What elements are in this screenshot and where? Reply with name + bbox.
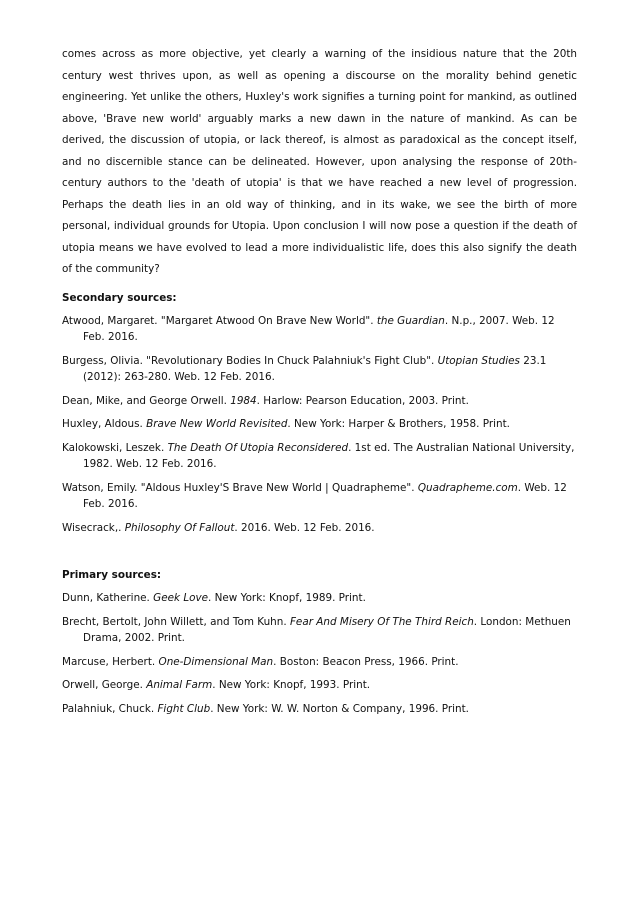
- reference-text: . Web. 12 Feb. 2016.: [83, 481, 567, 511]
- reference-text: . 2016. Web. 12 Feb. 2016.: [234, 521, 375, 534]
- reference-text: Burgess, Olivia. "Revolutionary Bodies In Chuck Palahniuk's Fight Club".: [62, 354, 438, 367]
- reference-text: Dean, Mike, and George Orwell.: [62, 394, 231, 407]
- reference-title: The Death Of Utopia Reconsidered: [167, 441, 349, 454]
- reference-text: Huxley, Aldous.: [62, 418, 147, 431]
- reference-text: . Harlow: Pearson Education, 2003. Print.: [256, 394, 469, 407]
- body-paragraph: comes across as more objective, yet clearly a warning of the insidious nature that the 20th century west thrives upon, as well as opening a discourse on the morality behind genetic engineering. Yet unlike the others, Huxley's work signifies a turning point for mankind, as outlined above, 'Brave new world' arguably marks a new dawn in the nature of mankind. As can be derived, the discussion of utopia, or lack thereof, is almost as paradoxical as the concept itself, and no discernible stance can be delineated. However, upon analysing the response of 20th-century authors to the 'death of utopia' is that we have reached a new level of progression. Perhaps the death lies in an old way of thinking, and in its wake, we see the birth of more personal, individual grounds for Utopia. Upon conclusion I will now pose a question if the death of utopia means we have evolved to lead a more individualistic life, does this also signify the death of the community?: [62, 48, 577, 275]
- reference-text: . Boston: Beacon Press, 1966. Print.: [273, 655, 459, 668]
- reference-text: . New York: Knopf, 1993. Print.: [212, 679, 371, 692]
- reference-entry: [62, 416, 577, 433]
- reference-entry: [62, 654, 577, 671]
- reference-entry: [62, 353, 577, 386]
- reference-title: Geek Love: [153, 592, 209, 605]
- reference-text: . New York: Harper & Brothers, 1958. Print.: [287, 418, 510, 431]
- reference-title: Brave New World Revisited: [146, 418, 288, 431]
- reference-title: One-Dimensional Man: [158, 655, 274, 668]
- reference-entry: [62, 393, 577, 410]
- reference-title: Utopian Studies: [437, 354, 520, 367]
- reference-text: Kalokowski, Leszek.: [62, 441, 168, 454]
- reference-entry: [62, 440, 577, 473]
- secondary-sources-heading: Secondary sources:: [62, 291, 177, 304]
- reference-text: Atwood, Margaret. "Margaret Atwood On Brave New World".: [62, 314, 377, 327]
- reference-text: Brecht, Bertolt, John Willett, and Tom Kuhn.: [62, 615, 290, 628]
- reference-entry: [62, 677, 577, 694]
- reference-entry: [62, 590, 577, 607]
- reference-title: Fight Club: [157, 702, 211, 715]
- reference-entry: [62, 480, 577, 513]
- reference-title: Quadrapheme.com: [417, 481, 518, 494]
- reference-text: Marcuse, Herbert.: [62, 655, 159, 668]
- reference-text: Palahniuk, Chuck.: [62, 702, 158, 715]
- reference-text: Watson, Emily. "Aldous Huxley'S Brave New World | Quadrapheme".: [62, 481, 418, 494]
- reference-text: Wisecrack,.: [62, 521, 125, 534]
- reference-title: the Guardian: [376, 314, 445, 327]
- reference-text: . New York: Knopf, 1989. Print.: [208, 592, 366, 605]
- reference-text: Orwell, George.: [62, 679, 147, 692]
- reference-entry: [62, 520, 577, 537]
- reference-title: 1984: [230, 394, 257, 407]
- reference-title: Philosophy Of Fallout: [124, 521, 235, 534]
- reference-title: Fear And Misery Of The Third Reich: [289, 615, 474, 628]
- reference-text: 23.1 (2012): 263-280. Web. 12 Feb. 2016.: [83, 354, 547, 384]
- reference-text: . New York: W. W. Norton & Company, 1996. Print.: [210, 702, 469, 715]
- primary-sources-list: [62, 590, 577, 717]
- reference-entry: [62, 614, 577, 647]
- secondary-sources-list: [62, 313, 577, 537]
- reference-text: . 1st ed. The Australian National University, 1982. Web. 12 Feb. 2016.: [83, 441, 575, 471]
- reference-title: Animal Farm: [146, 679, 213, 692]
- document-page: [62, 44, 577, 718]
- primary-sources-heading: Primary sources:: [62, 569, 162, 582]
- reference-text: . N.p., 2007. Web. 12 Feb. 2016.: [83, 314, 555, 344]
- reference-text: . London: Methuen Drama, 2002. Print.: [83, 615, 571, 645]
- reference-entry: [62, 313, 577, 346]
- reference-entry: [62, 701, 577, 718]
- reference-text: Dunn, Katherine.: [62, 592, 154, 605]
